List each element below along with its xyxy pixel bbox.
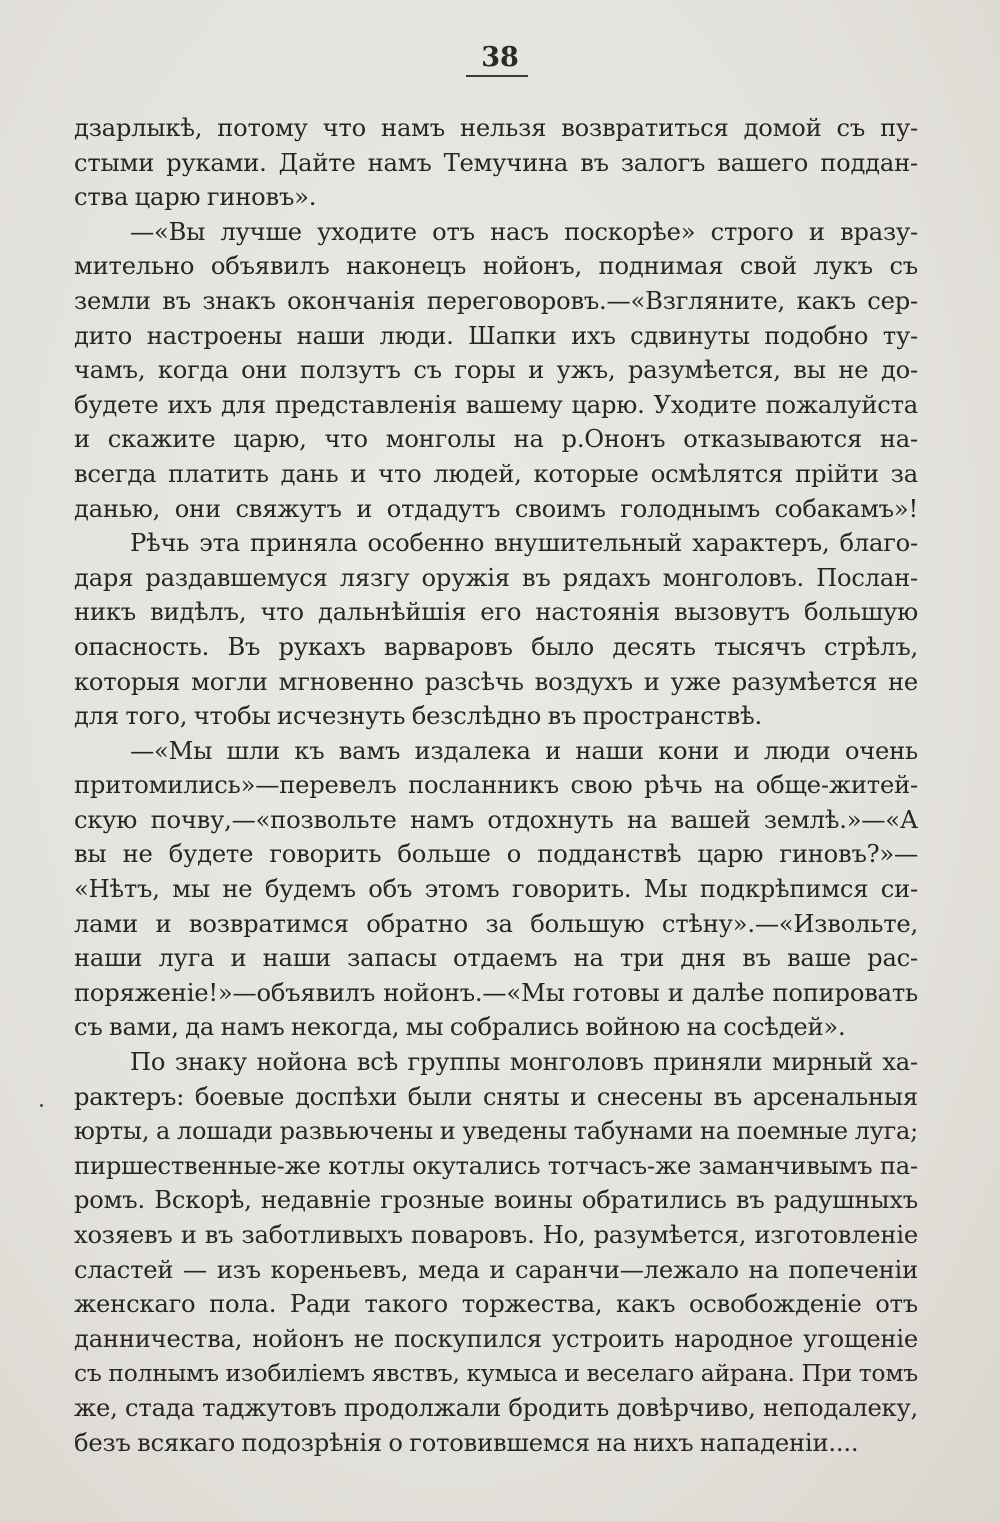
text-line: скую почву,—«позвольте намъ отдохнуть на вашей землѣ.»—«А — [74, 805, 918, 834]
text-line: юрты, а лошади развьючены и уведены табунами на поемные луга; — [74, 1117, 918, 1146]
text-line: чамъ, когда они ползутъ съ горы и ужъ, разумѣется, вы не до- — [74, 356, 918, 385]
text-line: наши луга и наши запасы отдаемъ на три дня въ ваше рас- — [74, 944, 918, 973]
text-line: будете ихъ для представленія вашему царю. Уходите пожалуйста — [74, 390, 918, 419]
page-number: 38 — [481, 42, 519, 73]
text-line: женскаго пола. Ради такого торжества, какъ освобожденіе отъ — [74, 1290, 918, 1319]
text-line: даря раздавшемуся лязгу оружія въ рядахъ монголовъ. Послан- — [74, 563, 918, 592]
text-line: притомились»—перевелъ посланникъ свою рѣчь на обще-житей- — [74, 771, 918, 800]
text-line: —«Вы лучше уходите отъ насъ поскорѣе» строго и вразу- — [130, 217, 918, 246]
text-line: опасность. Въ рукахъ варваровъ было десять тысячъ стрѣлъ, — [74, 632, 918, 661]
text-line: ства царю гиновъ». — [74, 183, 317, 212]
text-line: стыми руками. Дайте намъ Темучина въ залогъ вашего поддан- — [74, 148, 918, 177]
text-line: всегда платить дань и что людей, которые осмѣлятся прійти за — [74, 459, 918, 488]
text-line: Рѣчь эта приняла особенно внушительный характеръ, благо- — [130, 529, 918, 558]
text-line: поряженіе!»—объявилъ нойонъ.—«Мы готовы и далѣе попировать — [74, 978, 918, 1007]
text-line: лами и возвратимся обратно за большую стѣну».—«Извольте, — [74, 909, 918, 938]
text-line: данничества, нойонъ не поскупился устроить народное угощеніе — [74, 1324, 918, 1353]
page-number-underline — [466, 75, 528, 77]
text-line: съ вами, да намъ некогда, мы собрались войною на сосѣдей». — [74, 1013, 846, 1042]
text-line: хозяевъ и въ заботливыхъ поваровъ. Но, разумѣется, изготовленіе — [74, 1221, 918, 1249]
text-line: которыя могли мгновенно разсѣчь воздухъ и уже разумѣется не — [74, 667, 918, 696]
text-line: пиршественные-же котлы окутались тотчасъ-же заманчивымъ па- — [74, 1151, 918, 1180]
text-line: никъ видѣлъ, что дальнѣйшія его настоянія вызовутъ большую — [74, 598, 918, 627]
text-line: сластей — изъ кореньевъ, меда и саранчи—лежало на попеченіи — [74, 1255, 918, 1284]
text-line: —«Мы шли къ вамъ издалека и наши кони и люди очень — [130, 736, 918, 765]
text-line: и скажите царю, что монголы на р.Ононъ отказываются на- — [74, 425, 918, 454]
text-line: «Нѣтъ, мы не будемъ объ этомъ говорить. Мы подкрѣпимся си- — [74, 875, 918, 904]
text-line: вы не будете говорить больше о подданствѣ царю гиновъ?»— — [74, 840, 918, 869]
text-line: для того, чтобы исчезнуть безслѣдно въ пространствѣ. — [74, 702, 763, 731]
text-line: дито настроены наши люди. Шапки ихъ сдвинуты подобно ту- — [74, 321, 918, 350]
text-line: же, стада таджутовъ продолжали бродить довѣрчиво, неподалеку, — [74, 1393, 918, 1422]
text-line: ромъ. Вскорѣ, недавніе грозные воины обратились въ радушныхъ — [74, 1186, 918, 1215]
print-speck — [40, 1104, 43, 1107]
text-line: данью, они свяжутъ и отдадутъ своимъ голоднымъ собакамъ»! — [74, 494, 918, 523]
text-line: мительно объявилъ наконецъ нойонъ, поднимая свой лукъ съ — [74, 252, 918, 281]
text-line: дзарлыкѣ, потому что намъ нельзя возвратиться домой съ пу- — [74, 114, 918, 142]
text-line: съ полнымъ изобиліемъ явствъ, кумыса и веселаго айрана. При томъ — [74, 1359, 918, 1388]
text-line: По знаку нойона всѣ группы монголовъ приняли мирный ха- — [130, 1048, 918, 1077]
text-line: земли въ знакъ окончанія переговоровъ.—«Взгляните, какъ сер- — [74, 286, 918, 315]
text-line: безъ всякаго подозрѣнія о готовившемся на нихъ нападеніи.... — [74, 1428, 859, 1457]
body-text — [74, 111, 918, 1460]
text-line: рактеръ: боевые доспѣхи были сняты и снесены въ арсенальныя — [74, 1082, 918, 1111]
